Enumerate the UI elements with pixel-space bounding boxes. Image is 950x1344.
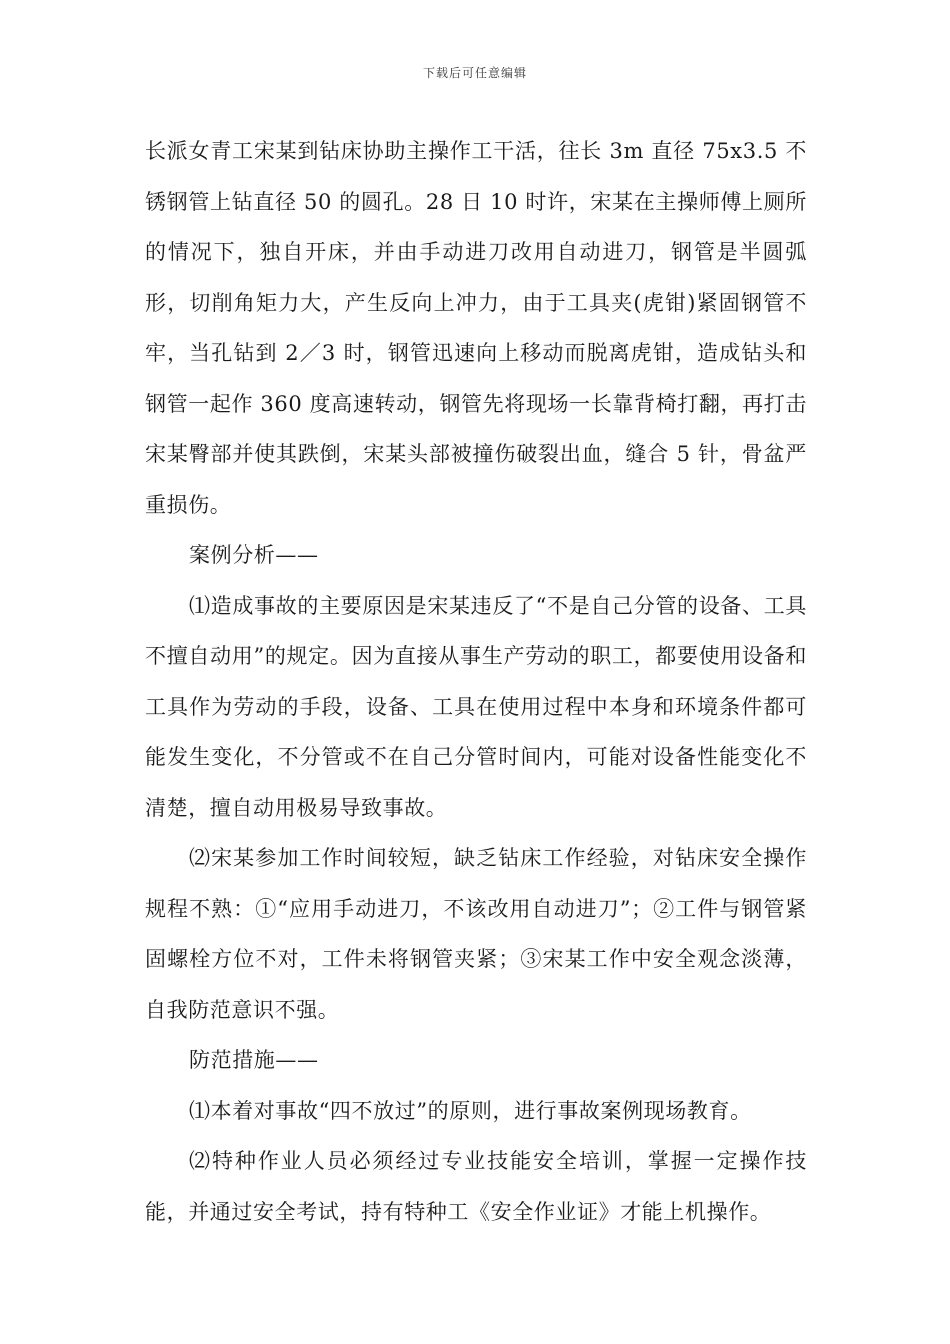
measures-point-2: ⑵特种作业人员必须经过专业技能安全培训，掌握一定操作技能，并通过安全考试，持有特种工《安全作业证》才能上机操作。 [145, 1149, 807, 1224]
analysis-heading: 案例分析—— [189, 543, 319, 567]
analysis-point-1: ⑴造成事故的主要原因是宋某违反了“不是自己分管的设备、工具不擅自动用”的规定。因为直接从事生产劳动的职工，都要使用设备和工具作为劳动的手段，设备、工具在使用过程中本身和环境条件都可能发生变化，不分管或不在自己分管时间内，可能对设备性能变化不清楚，擅自动用极易导致事故。 [145, 593, 807, 820]
measures-point-1: ⑴本着对事故“四不放过”的原则，进行事故案例现场教育。 [189, 1098, 752, 1123]
case-description-paragraph: 长派女青工宋某到钻床协助主操作工干活，往长 3m 直径 75x3.5 不锈钢管上钻直径 50 的圆孔。28 日 10 时许，宋某在主操师傅上厕所的情况下，独自开床，并由手动进刀改用自动进刀，钢管是半圆弧形，切削角矩力大，产生反向上冲力，由于工具夹(虎钳)紧固钢管不牢，当孔钻到 2／3 时，钢管迅速向上移动而脱离虎钳，造成钻头和钢管一起作 360 度高速转动，钢管先将现场一长靠背椅打翻，再打击宋某臀部并使其跌倒，宋某头部被撞伤破裂出血，缝合 5 针，骨盆严重损伤。 [145, 139, 807, 517]
document-body [145, 126, 807, 1237]
measures-heading: 防范措施—— [189, 1048, 319, 1072]
page-header: 下载后可任意编辑 [422, 66, 527, 80]
analysis-point-2: ⑵宋某参加工作时间较短，缺乏钻床工作经验，对钻床安全操作规程不熟：①“应用手动进刀，不该改用自动进刀”；②工件与钢管紧固螺栓方位不对，工件未将钢管夹紧；③宋某工作中安全观念淡薄，自我防范意识不强。 [145, 846, 807, 1022]
